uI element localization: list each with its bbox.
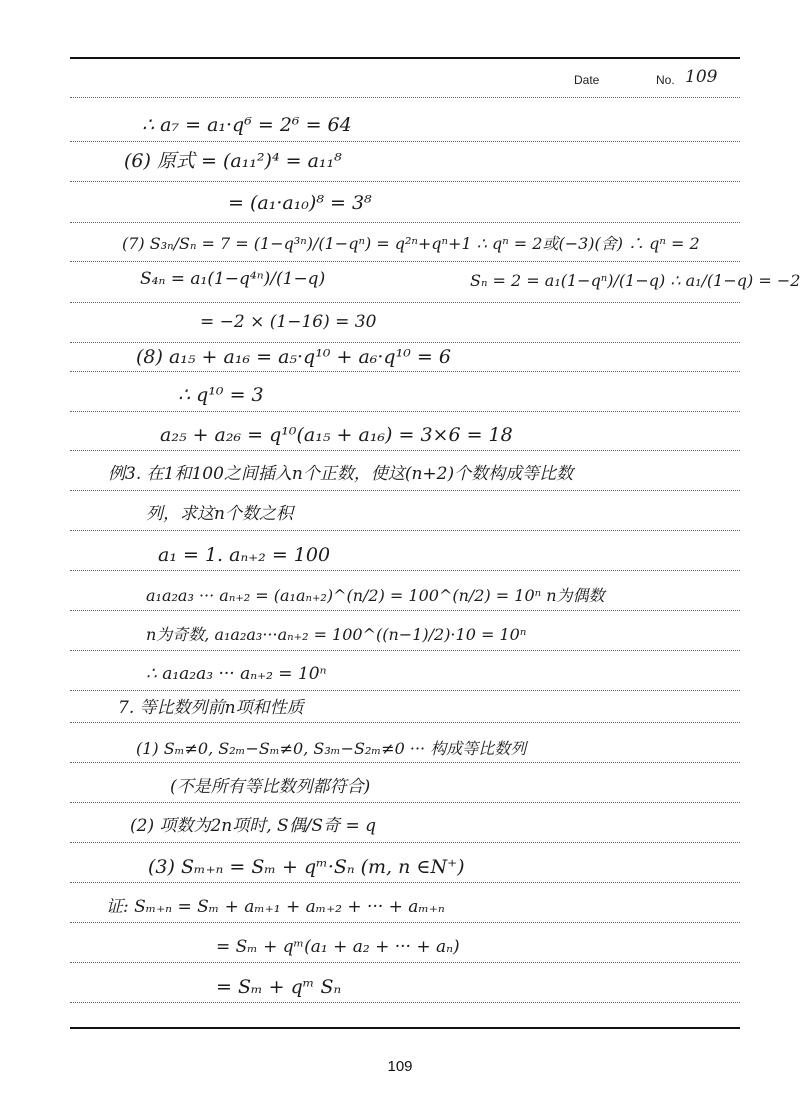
note-line: = Sₘ + qᵐ(a₁ + a₂ + ··· + aₙ) bbox=[216, 937, 460, 957]
note-line: a₁ = 1. aₙ₊₂ = 100 bbox=[158, 544, 331, 566]
ruled-line bbox=[70, 882, 740, 883]
note-line: 列，求这n个数之积 bbox=[146, 504, 293, 524]
note-line: (7) S₃ₙ/Sₙ = 7 = (1−q³ⁿ)/(1−qⁿ) = q²ⁿ+qⁿ+1 ∴ qⁿ = 2或(−3)(舍) ∴ qⁿ = 2 bbox=[122, 234, 700, 253]
ruled-line bbox=[70, 342, 740, 343]
note-line: (6) 原式 = (a₁₁²)⁴ = a₁₁⁸ bbox=[124, 150, 342, 172]
ruled-line bbox=[70, 690, 740, 691]
ruled-line bbox=[70, 450, 740, 451]
date-label: Date bbox=[574, 73, 600, 87]
note-line: (2) 项数为2n项时, S偶/S奇 = q bbox=[130, 816, 377, 836]
note-line: ∴ a₁a₂a₃ ··· aₙ₊₂ = 10ⁿ bbox=[146, 664, 327, 684]
ruled-line bbox=[70, 962, 740, 963]
number-label: No. bbox=[656, 73, 675, 87]
top-rule bbox=[70, 57, 740, 59]
ruled-line bbox=[70, 722, 740, 723]
ruled-line bbox=[70, 650, 740, 651]
ruled-line bbox=[70, 490, 740, 491]
note-line: ∴ a₇ = a₁·q⁶ = 2⁶ = 64 bbox=[142, 114, 352, 136]
note-line: ∴ q¹⁰ = 3 bbox=[178, 384, 264, 406]
ruled-line bbox=[70, 762, 740, 763]
note-line: Sₙ = 2 = a₁(1−qⁿ)/(1−q) ∴ a₁/(1−q) = −2 bbox=[470, 271, 800, 290]
ruled-line bbox=[70, 530, 740, 531]
ruled-line bbox=[70, 610, 740, 611]
page-header bbox=[560, 67, 740, 92]
note-line: (1) Sₘ≠0, S₂ₘ−Sₘ≠0, S₃ₘ−S₂ₘ≠0 ··· 构成等比数列 bbox=[136, 739, 527, 758]
ruled-line bbox=[70, 371, 740, 372]
note-line: (3) Sₘ₊ₙ = Sₘ + qᵐ·Sₙ (m, n ∈N⁺) bbox=[148, 856, 465, 878]
note-line: S₄ₙ = a₁(1−q⁴ⁿ)/(1−q) bbox=[140, 269, 326, 289]
note-line: a₁a₂a₃ ··· aₙ₊₂ = (a₁aₙ₊₂)^(n/2) = 100^(n/2) = 10ⁿ n为偶数 bbox=[146, 586, 605, 605]
ruled-line bbox=[70, 1002, 740, 1003]
ruled-line bbox=[70, 842, 740, 843]
note-line: (不是所有等比数列都符合) bbox=[170, 777, 371, 797]
note-line: n为奇数, a₁a₂a₃···aₙ₊₂ = 100^((n−1)/2)·10 = 10ⁿ bbox=[146, 625, 527, 644]
ruled-line bbox=[70, 181, 740, 182]
ruled-line bbox=[70, 222, 740, 223]
ruled-line bbox=[70, 97, 740, 98]
bottom-rule bbox=[70, 1027, 740, 1029]
note-line: = −2 × (1−16) = 30 bbox=[200, 312, 377, 332]
note-line: = Sₘ + qᵐ Sₙ bbox=[216, 976, 342, 998]
note-line: 例3. 在1和100之间插入n个正数，使这(n+2)个数构成等比数 bbox=[108, 464, 574, 484]
note-line: 证: Sₘ₊ₙ = Sₘ + aₘ₊₁ + aₘ₊₂ + ··· + aₘ₊ₙ bbox=[106, 897, 445, 917]
ruled-line bbox=[70, 302, 740, 303]
ruled-line bbox=[70, 922, 740, 923]
note-line: = (a₁·a₁₀)⁸ = 3⁸ bbox=[228, 192, 372, 214]
ruled-line bbox=[70, 411, 740, 412]
ruled-line bbox=[70, 802, 740, 803]
ruled-line bbox=[70, 261, 740, 262]
note-line: (8) a₁₅ + a₁₆ = a₅·q¹⁰ + a₆·q¹⁰ = 6 bbox=[136, 346, 451, 368]
ruled-line bbox=[70, 141, 740, 142]
handwritten-page-number: 109 bbox=[685, 67, 718, 87]
note-line: 7. 等比数列前n项和性质 bbox=[118, 698, 304, 718]
ruled-line bbox=[70, 570, 740, 571]
printed-page-number: 109 bbox=[387, 1058, 413, 1075]
note-line: a₂₅ + a₂₆ = q¹⁰(a₁₅ + a₁₆) = 3×6 = 18 bbox=[160, 424, 513, 446]
